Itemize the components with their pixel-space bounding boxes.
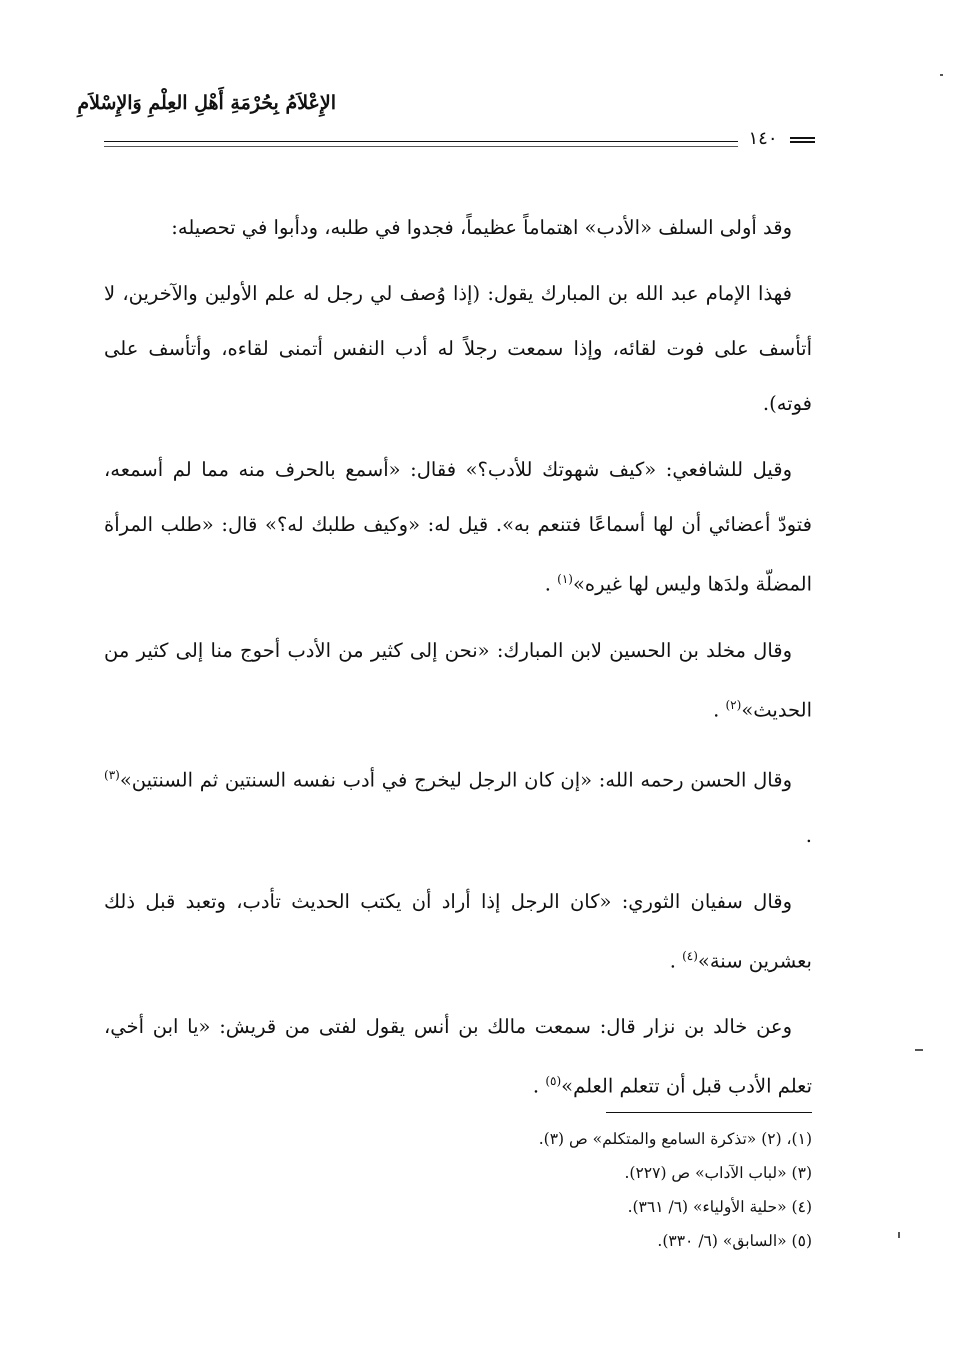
footnote: (٣) «لباب الآداب» ص (٢٢٧). — [624, 1164, 812, 1182]
footnote-ref: (٢) — [725, 697, 742, 712]
footnote: (٥) «السابق» (٦/ ٣٣٠). — [657, 1232, 812, 1250]
paragraph-text: وقال الحسن رحمه الله: «إن كان الرجل ليخرج في أدب نفسه السنتين ثم السنتين» — [119, 768, 792, 792]
paragraph-text: وقيل للشافعي: «كيف شهوتك للأدب؟» فقال: «أسمع بالحرف منه مما لم أسمعه، فتودّ أعضائي أن لها أسماعًا فتنعم به». قيل له: «وكيف طلبك له؟» قال: «طلب المرأة المضلّة ولدَها وليس لها غيره» — [104, 458, 812, 596]
page-number: ١٤٠ — [738, 128, 788, 149]
paragraph-text: فهذا الإمام عبد الله بن المبارك يقول: (إذا وُصف لي رجل له علم الأولين والآخرين، لا أتأسف على فوت لقائه، وإذا سمعت رجلاً له أدب النفس أتمنى لقاءه، وأتأسف على فوته). — [104, 282, 812, 415]
page-number-ornament — [790, 137, 815, 146]
paragraph-text: وقال سفيان الثوري: «كان الرجل إذا أراد أن يكتب الحديث تأدب، وتعبد قبل ذلك بعشرين سنة» — [104, 889, 812, 972]
paragraph: وقال الحسن رحمه الله: «إن كان الرجل ليخرج في أدب نفسه السنتين ثم السنتين»$^{(٣)}$ . — [104, 768, 812, 847]
footnote-ref: (٥) — [545, 1074, 562, 1088]
scan-mark — [915, 1049, 923, 1051]
footnote-ref: (٣) — [104, 768, 120, 782]
footnote-ref: (١) — [557, 572, 573, 586]
paragraph-text: وعن خالد بن نزار قال: سمعت مالك بن أنس يقول لفتى من قريش: «يا ابن أخي، تعلم الأدب قبل أن تتعلم العلم» — [104, 1015, 812, 1098]
footnote-separator — [606, 1112, 812, 1113]
footnote-ref: (٤) — [682, 948, 698, 963]
scan-mark — [898, 1232, 900, 1238]
footnote: (١)، (٢) «تذكرة السامع والمتكلم» ص (٣). — [538, 1130, 812, 1148]
paragraph: وقال مخلد بن الحسين لابن المبارك: «نحن إلى كثير من الأدب أحوج منا إلى كثير من الحديث»$^{(٢)}$ . — [104, 638, 812, 721]
paragraph: وقيل للشافعي: «كيف شهوتك للأدب؟» فقال: «أسمع بالحرف منه مما لم أسمعه، فتودّ أعضائي أن لها أسماعًا فتنعم به». قيل له: «وكيف طلبك له؟» قال: «طلب المرأة المضلّة ولدَها وليس لها غيره»$^{(١)}$ . — [104, 458, 812, 596]
paragraph — [104, 266, 812, 431]
scan-mark — [940, 74, 943, 76]
paragraph: وعن خالد بن نزار قال: سمعت مالك بن أنس يقول لفتى من قريش: «يا ابن أخي، تعلم الأدب قبل أن تتعلم العلم»$^{(٥)}$ . — [104, 1015, 812, 1098]
paragraph-text: وقد أولى السلف «الأدب» اهتماماً عظيماً، فجدوا في طلبه، ودأبوا في تحصيله: — [171, 216, 792, 239]
footnote: (٤) «حلية الأولياء» (٦/ ٣٦١). — [627, 1198, 812, 1216]
running-title: الإِعْلاَمُ بِحُرْمَةِ أَهْلِ العِلْمِ وَالإِسْلاَمِ — [77, 92, 336, 114]
footnotes — [380, 1122, 812, 1258]
main-text — [104, 200, 812, 1125]
paragraph-text: وقال مخلد بن الحسين لابن المبارك: «نحن إلى كثير من الأدب أحوج منا إلى كثير من الحديث» — [104, 638, 812, 721]
paragraph — [104, 200, 812, 255]
paragraph: وقال سفيان الثوري: «كان الرجل إذا أراد أن يكتب الحديث تأدب، وتعبد قبل ذلك بعشرين سنة»$^{(٤)}$ . — [104, 889, 812, 972]
header-rule — [104, 141, 769, 147]
